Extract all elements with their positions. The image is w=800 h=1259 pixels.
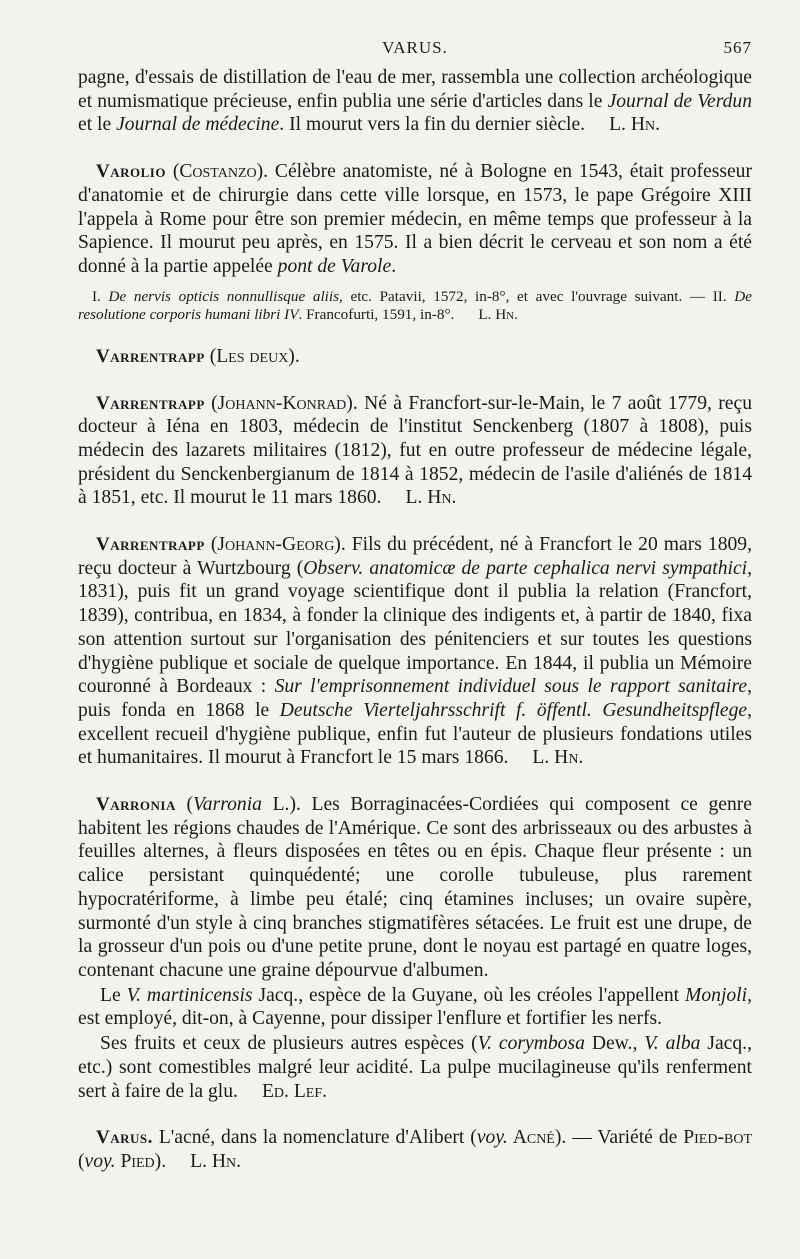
entry-varrentrapp-group: Varrentrapp (Les deux). <box>96 345 300 367</box>
author-signature: L. Hn. <box>532 747 584 769</box>
anatomical-term: pont de Varole <box>277 255 392 277</box>
author-signature: L. Hn. <box>478 306 518 324</box>
running-title: VARUS. <box>382 38 448 57</box>
entry-headword: Varus. <box>96 1127 153 1149</box>
entry-varrentrapp-johann-georg: Varrentrapp (Johann-Georg). Fils du précédent, né à Francfort le 20 mars 1809, reçu docteur à Wurtzbourg (Observ. anatomicæ de parte cephalica nervi sympathici, 1831), puis fit un grand voyage scientifique dont il publia la relation (Francfort, 1839), contribua, en 1834, à fonder la clinique des indigents et, à partir de 1840, fixa son attention surtout sur l'organisation des pénitenciers et sur toutes les questions d'hygiène publique et sociale de quelque importance. En 1844, il publia un Mémoire couronné à Bordeaux : Sur l'emprisonnement individuel sous le rapport sanitaire, puis fonda en 1868 le Deutsche Vierteljahrsschrift f. öffentl. Gesundheitspflege, excellent recueil d'hygiène publique, enfin fut l'auteur de plusieurs fondations utiles et humanitaires. Il mourut à Francfort le 15 mars 1866. L. Hn. <box>78 534 753 769</box>
entry-varronia: Varronia (Varronia L.). Les Borraginacées-Cordiées qui composent ce genre habitent les régions chaudes de l'Amérique. Ce sont des arbrisseaux ou des arbustes à feuilles alternes, à fleurs disposées en têtes ou en épis. Chaque fleur présente : un calice persistant quinquédenté; une corolle tubuleuse, plus rarement hypocratériforme, à limbe peu étalé; cinq étamines incluses; un ovaire supère, surmonté d'un style à cinq branches stigmatifères sétacées. Le fruit est une drupe, de la grosseur d'un pois ou d'une petite prune, dont le noyau est partagé en quatre loges, contenant chacune une graine dépourvue d'albumen. <box>78 794 752 981</box>
carryover-paragraph: pagne, d'essais de distillation de l'eau de mer, rassembla une collection archéologique et numismatique précieuse, enfin publia une série d'articles dans le Journal de Verdun et le Journal de médecine. Il mourut vers la fin du dernier siècle. L. Hn. <box>78 67 753 136</box>
author-signature: Ed. Lef. <box>261 1080 328 1102</box>
varronia-paragraph-3: Ses fruits et ceux de plusieurs autres espèces (V. corymbosa Dew., V. alba Jacq., etc.) sont comestibles malgré leur acidité. La pulpe mucilagineuse qu'ils renferment sert à faire de la glu. Ed. Lef. <box>78 1033 752 1102</box>
entry-headword: Varrentrapp <box>96 534 205 556</box>
entry-headword: Varrentrapp <box>96 392 205 414</box>
cross-reference: Pied-bot <box>683 1127 752 1149</box>
entry-headword: Varolio <box>96 161 166 183</box>
bibliography-varolio: I. De nervis opticis nonnullisque aliis, etc. Patavii, 1572, in-8°, et avec l'ouvrage suivant. — II. De resolutione corporis humani libri IV. Francofurti, 1591, in-8°. L. Hn. <box>78 287 753 324</box>
entry-varus: Varus. L'acné, dans la nomenclature d'Alibert (voy. Acné). — Variété de Pied-bot (voy. Pied). L. Hn. <box>78 1127 752 1172</box>
author-signature: L. Hn. <box>609 114 661 136</box>
entry-headword: Varronia <box>96 794 176 816</box>
author-signature: L. Hn. <box>405 487 457 509</box>
genus-name: Varronia <box>193 794 262 816</box>
varronia-paragraph-2: Le V. martinicensis Jacq., espèce de la Guyane, où les créoles l'appellent Monjoli, est employé, dit-on, à Cayenne, pour dissiper l'enflure et fortifier les nerfs. <box>78 984 752 1030</box>
running-head <box>78 36 752 62</box>
cross-reference: Pied <box>115 1150 155 1172</box>
journal-title: Journal de médecine <box>116 114 280 136</box>
journal-title: Journal de Verdun <box>607 90 753 112</box>
entry-varrentrapp-johann-konrad: Varrentrapp (Johann-Konrad). Né à Francfort-sur-le-Main, le 7 août 1779, reçu docteur à Iéna en 1803, médecin de l'institut Senckenberg (1807 à 1808), puis médecin des lazarets militaires (1812), fut en outre professeur de médecine légale, président du Senckenbergianum de 1814 à 1852, médecin de l'asile d'aliénés de 1814 à 1851, etc. Il mourut le 11 mars 1860. L. Hn. <box>78 392 752 509</box>
entry-person-name: (Costanzo). <box>172 161 269 183</box>
entry-person-name: (Johann-Konrad). <box>211 392 358 414</box>
cross-reference: Acné <box>507 1127 555 1149</box>
page-number: 567 <box>723 38 752 57</box>
entry-person-name: (Johann-Georg). <box>210 534 346 556</box>
author-signature: L. Hn. <box>190 1150 242 1172</box>
entry-varolio: Varolio (Costanzo). Célèbre anatomiste, né à Bologne en 1543, était professeur d'anatomie et de chirurgie dans cette ville lorsque, en 1573, le pape Grégoire XIII l'appela à Rome pour être son premier médecin, en même temps que professeur à la Sapience. Il mourut peu après, en 1575. Il a bien décrit le cerveau et son nom a été donné à la partie appelée pont de Varole. <box>78 161 752 277</box>
entry-headword: Varrentrapp <box>96 345 205 367</box>
